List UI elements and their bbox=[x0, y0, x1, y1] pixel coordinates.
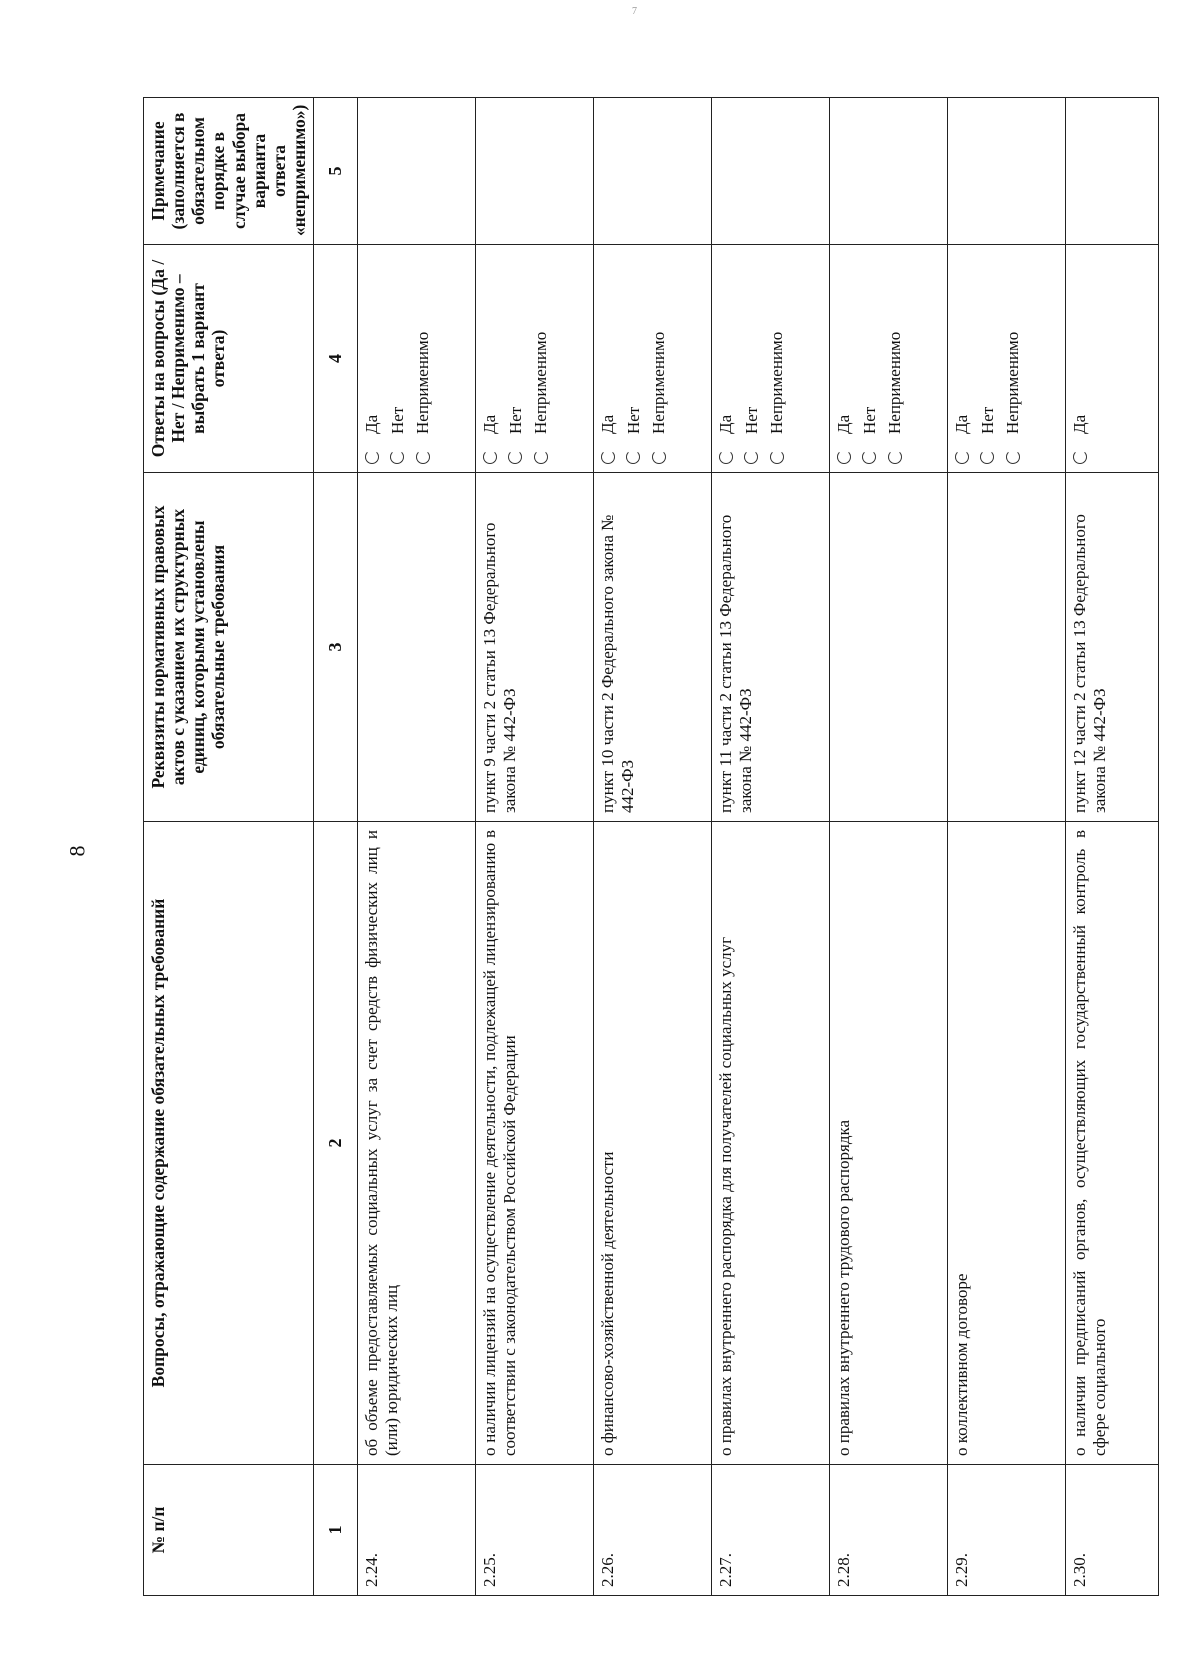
row-reference: пункт 12 части 2 статьи 13 Федерального закона № 442-ФЗ bbox=[1066, 473, 1159, 822]
column-number: 4 bbox=[314, 245, 358, 473]
table-body bbox=[358, 98, 1159, 1596]
answer-option[interactable] bbox=[388, 253, 408, 464]
answer-label: Да bbox=[952, 414, 971, 434]
row-number: 2.28. bbox=[830, 1465, 948, 1596]
answer-label: Да bbox=[1070, 414, 1089, 434]
answer-label: Нет bbox=[505, 406, 525, 434]
row-reference bbox=[358, 473, 476, 822]
answer-label: Да bbox=[834, 414, 853, 434]
row-question: об объеме предоставляемых социальных услуг за счет средств физических лиц и (или) юридических лиц bbox=[358, 822, 476, 1465]
answer-label: Нет bbox=[859, 406, 879, 434]
row-number: 2.25. bbox=[476, 1465, 594, 1596]
answer-options bbox=[716, 253, 787, 464]
radio-button-icon[interactable] bbox=[888, 450, 902, 464]
answer-label: Нет bbox=[741, 406, 761, 434]
header-answers: Ответы на вопросы (Да / Нет / Неприменимо – выбрать 1 вариант ответа) bbox=[144, 245, 314, 473]
answer-label: Неприменимо bbox=[531, 331, 551, 434]
answer-label: Да bbox=[716, 414, 735, 434]
answer-options bbox=[362, 253, 433, 464]
answer-options bbox=[952, 253, 1023, 464]
column-number: 3 bbox=[314, 473, 358, 822]
answer-option[interactable] bbox=[834, 253, 854, 464]
radio-button-icon[interactable] bbox=[1073, 450, 1087, 464]
row-answers bbox=[358, 245, 476, 473]
radio-button-icon[interactable] bbox=[652, 450, 666, 464]
row-number: 2.27. bbox=[712, 1465, 830, 1596]
row-question: о правилах внутреннего распорядка для получателей социальных услуг bbox=[712, 822, 830, 1465]
answer-option[interactable] bbox=[531, 253, 551, 464]
answer-options bbox=[1070, 253, 1090, 464]
radio-button-icon[interactable] bbox=[744, 450, 758, 464]
table-row bbox=[1066, 98, 1159, 1596]
row-answers bbox=[948, 245, 1066, 473]
radio-button-icon[interactable] bbox=[601, 450, 615, 464]
answer-label: Да bbox=[598, 414, 617, 434]
answer-option[interactable] bbox=[1003, 253, 1023, 464]
row-reference: пункт 9 части 2 статьи 13 Федерального закона № 442-ФЗ bbox=[476, 473, 594, 822]
answer-options bbox=[480, 253, 551, 464]
table-row bbox=[594, 98, 712, 1596]
radio-button-icon[interactable] bbox=[416, 450, 430, 464]
header-note: Примечание (заполняется в обязательном порядке в случае выбора варианта ответа «неприменимо») bbox=[144, 98, 314, 245]
answer-label: Неприменимо bbox=[1003, 331, 1023, 434]
answer-option[interactable] bbox=[742, 253, 762, 464]
answer-option[interactable] bbox=[978, 253, 998, 464]
header-row bbox=[144, 98, 314, 1596]
table-row bbox=[830, 98, 948, 1596]
answer-options bbox=[598, 253, 669, 464]
radio-button-icon[interactable] bbox=[770, 450, 784, 464]
radio-button-icon[interactable] bbox=[534, 450, 548, 464]
answer-option[interactable] bbox=[716, 253, 736, 464]
table-row bbox=[948, 98, 1066, 1596]
answer-label: Да bbox=[362, 414, 381, 434]
row-question: о финансово-хозяйственной деятельности bbox=[594, 822, 712, 1465]
row-answers bbox=[476, 245, 594, 473]
column-number: 5 bbox=[314, 98, 358, 245]
row-reference bbox=[948, 473, 1066, 822]
header-num: № п/п bbox=[144, 1465, 314, 1596]
column-number: 1 bbox=[314, 1465, 358, 1596]
row-answers bbox=[594, 245, 712, 473]
row-question: о коллективном договоре bbox=[948, 822, 1066, 1465]
radio-button-icon[interactable] bbox=[508, 450, 522, 464]
requirements-table bbox=[143, 97, 1159, 1596]
answer-option[interactable] bbox=[506, 253, 526, 464]
row-answers bbox=[1066, 245, 1159, 473]
answer-option[interactable] bbox=[362, 253, 382, 464]
row-number: 2.24. bbox=[358, 1465, 476, 1596]
corner-mark: 7 bbox=[632, 6, 637, 17]
answer-options bbox=[834, 253, 905, 464]
radio-button-icon[interactable] bbox=[955, 450, 969, 464]
page-number: 8 bbox=[64, 845, 90, 857]
radio-button-icon[interactable] bbox=[862, 450, 876, 464]
row-note[interactable] bbox=[830, 98, 948, 245]
row-note[interactable] bbox=[594, 98, 712, 245]
radio-button-icon[interactable] bbox=[365, 450, 379, 464]
row-note[interactable] bbox=[358, 98, 476, 245]
answer-label: Нет bbox=[977, 406, 997, 434]
header-question: Вопросы, отражающие содержание обязательных требований bbox=[144, 822, 314, 1465]
table-row bbox=[712, 98, 830, 1596]
answer-option[interactable] bbox=[649, 253, 669, 464]
answer-label: Неприменимо bbox=[649, 331, 669, 434]
row-number: 2.30. bbox=[1066, 1465, 1159, 1596]
answer-option[interactable] bbox=[413, 253, 433, 464]
row-reference: пункт 10 части 2 Федерального закона № 442-ФЗ bbox=[594, 473, 712, 822]
radio-button-icon[interactable] bbox=[837, 450, 851, 464]
answer-option[interactable] bbox=[598, 253, 618, 464]
radio-button-icon[interactable] bbox=[980, 450, 994, 464]
row-question: о наличии предписаний органов, осуществляющих государственный контроль в сфере социального bbox=[1066, 822, 1159, 1465]
answer-label: Неприменимо bbox=[885, 331, 905, 434]
answer-option[interactable] bbox=[624, 253, 644, 464]
answer-option[interactable] bbox=[885, 253, 905, 464]
radio-button-icon[interactable] bbox=[390, 450, 404, 464]
answer-label: Неприменимо bbox=[413, 331, 433, 434]
answer-label: Неприменимо bbox=[767, 331, 787, 434]
row-note[interactable] bbox=[1066, 98, 1159, 245]
row-note[interactable] bbox=[476, 98, 594, 245]
table-row bbox=[358, 98, 476, 1596]
answer-option[interactable] bbox=[952, 253, 972, 464]
row-answers bbox=[712, 245, 830, 473]
radio-button-icon[interactable] bbox=[626, 450, 640, 464]
answer-option[interactable] bbox=[767, 253, 787, 464]
radio-button-icon[interactable] bbox=[1006, 450, 1020, 464]
answer-option[interactable] bbox=[480, 253, 500, 464]
row-number: 2.29. bbox=[948, 1465, 1066, 1596]
row-reference: пункт 11 части 2 статьи 13 Федерального закона № 442-ФЗ bbox=[712, 473, 830, 822]
requirements-table-container bbox=[143, 98, 1112, 1596]
answer-option[interactable] bbox=[1070, 253, 1090, 464]
radio-button-icon[interactable] bbox=[719, 450, 733, 464]
answer-label: Нет bbox=[623, 406, 643, 434]
row-note[interactable] bbox=[948, 98, 1066, 245]
row-reference bbox=[830, 473, 948, 822]
radio-button-icon[interactable] bbox=[483, 450, 497, 464]
row-question: о правилах внутреннего трудового распорядка bbox=[830, 822, 948, 1465]
table-row bbox=[476, 98, 594, 1596]
row-number: 2.26. bbox=[594, 1465, 712, 1596]
answer-option[interactable] bbox=[860, 253, 880, 464]
header-reference: Реквизиты нормативных правовых актов с указанием их структурных единиц, которыми установлены обязательные требования bbox=[144, 473, 314, 822]
column-number-row bbox=[314, 98, 358, 1596]
row-note[interactable] bbox=[712, 98, 830, 245]
answer-label: Да bbox=[480, 414, 499, 434]
answer-label: Нет bbox=[387, 406, 407, 434]
row-question: о наличии лицензий на осуществление деятельности, подлежащей лицензированию в соответствии с законодательством Российской Федерации bbox=[476, 822, 594, 1465]
column-number: 2 bbox=[314, 822, 358, 1465]
row-answers bbox=[830, 245, 948, 473]
